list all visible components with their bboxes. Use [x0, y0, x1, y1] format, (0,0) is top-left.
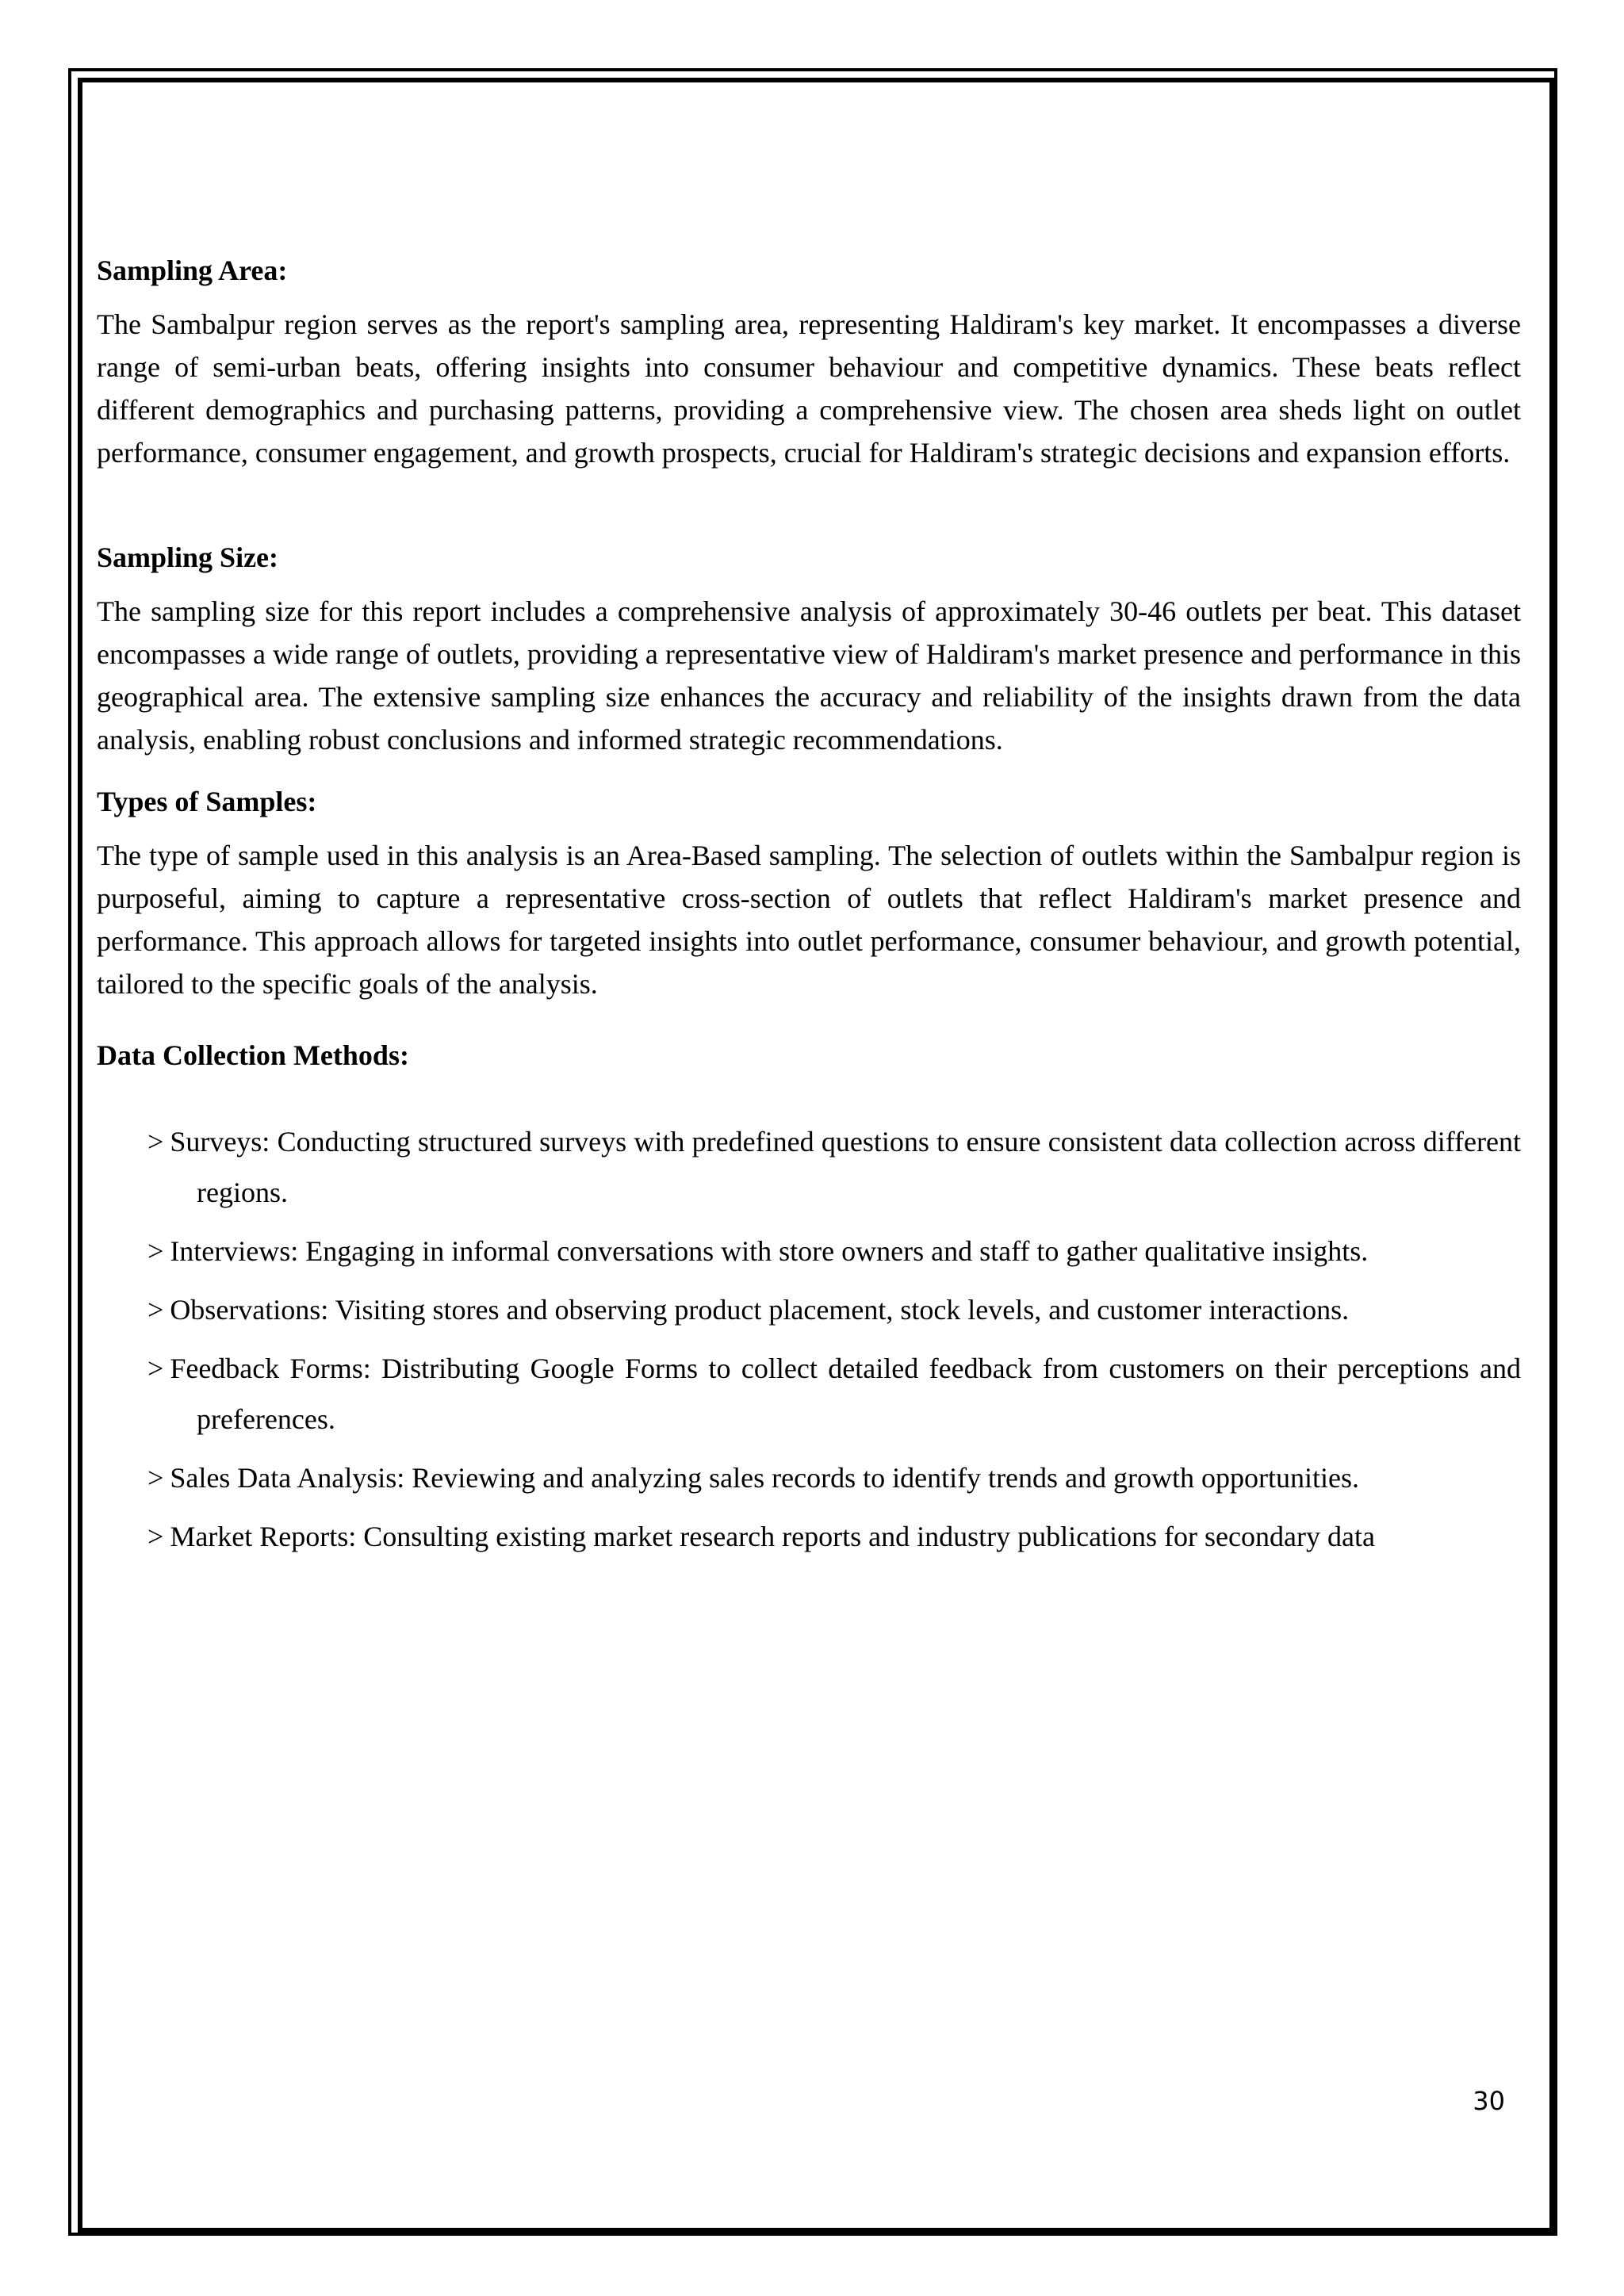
- sampling-size-heading: Sampling Size:: [97, 541, 279, 573]
- bullet-marker: >: [147, 1235, 164, 1267]
- list-item: [147, 1226, 1521, 1276]
- list-item-text: Sales Data Analysis: Reviewing and analyzing sales records to identify trends and growth opportunities.: [170, 1462, 1359, 1494]
- list-item: [147, 1343, 1521, 1445]
- list-item-text: Surveys: Conducting structured surveys with predefined questions to ensure consistent data collection across different regions.: [170, 1126, 1521, 1208]
- page-number: 30: [1473, 2086, 1505, 2116]
- bullet-marker: >: [147, 1521, 164, 1552]
- bullet-marker: >: [147, 1353, 164, 1384]
- list-item-text: Market Reports: Consulting existing market research reports and industry publications for secondary data: [170, 1521, 1375, 1552]
- bullet-marker: >: [147, 1462, 164, 1494]
- sampling-size-paragraph: The sampling size for this report includes a comprehensive analysis of approximately 30-46 outlets per beat. This dataset encompasses a wide range of outlets, providing a representative view of Haldiram's market presence and performance in this geographical area. The extensive sampling size enhances the accuracy and reliability of the insights drawn from the data analysis, enabling robust conclusions and informed strategic recommendations.: [97, 595, 1521, 756]
- types-of-samples-paragraph: The type of sample used in this analysis is an Area-Based sampling. The selection of outlets within the Sambalpur region is purposeful, aiming to capture a representative cross-section of outlets that reflect Haldiram's market presence and performance. This approach allows for targeted insights into outlet performance, consumer behaviour, and growth potential, tailored to the specific goals of the analysis.: [97, 840, 1521, 1000]
- list-item: [147, 1284, 1521, 1335]
- data-collection-methods-list: [97, 1116, 1521, 1562]
- bullet-marker: >: [147, 1294, 164, 1326]
- sampling-area-paragraph: The Sambalpur region serves as the report's sampling area, representing Haldiram's key market. It encompasses a diverse range of semi-urban beats, offering insights into consumer behaviour and competitive dynamics. These beats reflect different demographics and purchasing patterns, providing a comprehensive view. The chosen area sheds light on outlet performance, consumer engagement, and growth prospects, crucial for Haldiram's strategic decisions and expansion efforts.: [97, 308, 1521, 469]
- list-item-text: Interviews: Engaging in informal conversations with store owners and staff to gather qualitative insights.: [170, 1235, 1369, 1267]
- page-content: [97, 249, 1521, 1570]
- sampling-area-heading: Sampling Area:: [97, 254, 288, 286]
- list-item: [147, 1511, 1521, 1562]
- data-collection-methods-heading: Data Collection Methods:: [97, 1039, 409, 1071]
- list-item-text: Observations: Visiting stores and observing product placement, stock levels, and customer interactions.: [170, 1294, 1350, 1326]
- list-item: [147, 1116, 1521, 1218]
- types-of-samples-heading: Types of Samples:: [97, 786, 317, 817]
- bullet-marker: >: [147, 1126, 164, 1158]
- list-item: [147, 1452, 1521, 1503]
- list-item-text: Feedback Forms: Distributing Google Forms to collect detailed feedback from customers on their perceptions and preferences.: [170, 1353, 1521, 1435]
